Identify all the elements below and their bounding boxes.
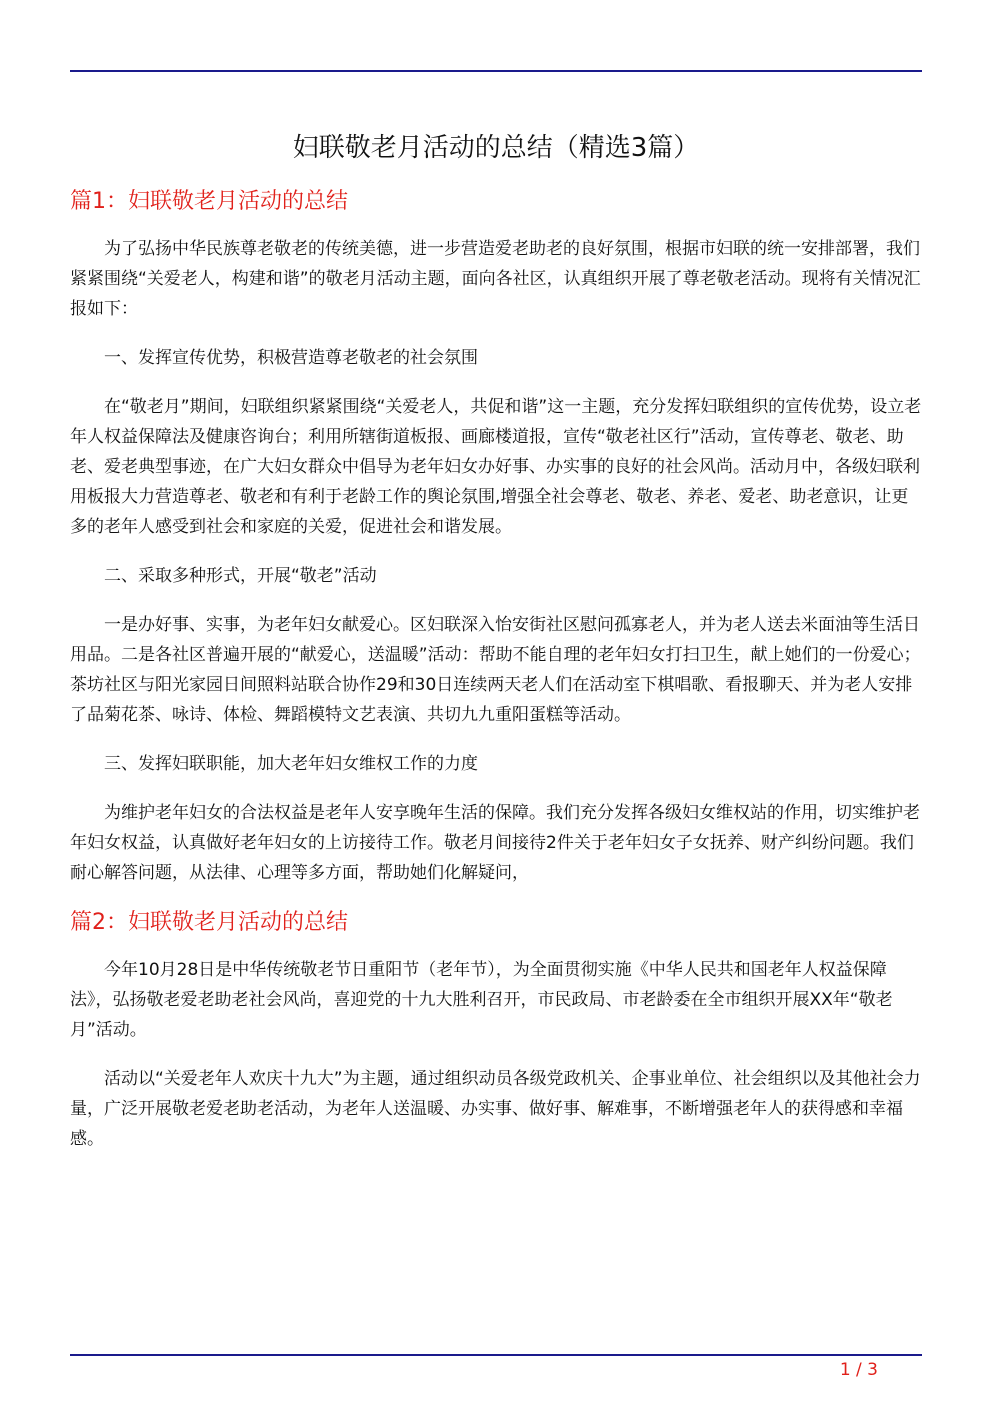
footer-rule bbox=[70, 1354, 922, 1356]
section-2-intro-paragraph: 今年10月28日是中华传统敬老节日重阳节（老年节），为全面贯彻实施《中华人民共和国老年人权益保障法》，弘扬敬老爱老助老社会风尚，喜迎党的十九大胜利召开，市民政局、市老龄委在全市组织开展XX年“敬老月”活动。 bbox=[70, 960, 893, 1040]
section-1-subheading-2: 二、采取多种形式，开展“敬老”活动 bbox=[104, 566, 377, 586]
section-1-heading: 篇1：妇联敬老月活动的总结 bbox=[70, 189, 348, 214]
document-title: 妇联敬老月活动的总结（精选3篇） bbox=[292, 133, 700, 163]
section-1-paragraph-activities: 一是办好事、实事，为老年妇女献爱心。区妇联深入怡安街社区慰问孤寡老人，并为老人送去米面油等生活日用品。二是各社区普遍开展的“献爱心，送温暖”活动：帮助不能自理的老年妇女打扫卫生，献上她们的一份爱心；茶坊社区与阳光家园日间照料站联合协作29和30日连续两天老人们在活动室下棋唱歌、看报聊天、并为老人安排了品菊花茶、咏诗、体检、舞蹈模特文艺表演、共切九九重阳蛋糕等活动。 bbox=[70, 615, 921, 725]
page-number: 1 / 3 bbox=[839, 1360, 878, 1380]
document-body bbox=[70, 128, 922, 1173]
section-1-paragraph-rights: 为维护老年妇女的合法权益是老年人安享晚年生活的保障。我们充分发挥各级妇女维权站的作用，切实维护老年妇女权益，认真做好老年妇女的上访接待工作。敬老月间接待2件关于老年妇女子女抚养、财产纠纷问题。我们耐心解答问题，从法律、心理等多方面，帮助她们化解疑问， bbox=[70, 803, 920, 883]
section-1-paragraph-publicity: 在“敬老月”期间，妇联组织紧紧围绕“关爱老人，共促和谐”这一主题，充分发挥妇联组织的宣传优势，设立老年人权益保障法及健康咨询台；利用所辖街道板报、画廊楼道报，宣传“敬老社区行”活动，宣传尊老、敬老、助老、爱老典型事迹，在广大妇女群众中倡导为老年妇女办好事、办实事的良好的社会风尚。活动月中，各级妇联利用板报大力营造尊老、敬老和有利于老龄工作的舆论氛围,增强全社会尊老、敬老、养老、爱老、助老意识，让更多的老年人感受到社会和家庭的关爱，促进社会和谐发展。 bbox=[70, 397, 922, 537]
section-1-intro-paragraph: 为了弘扬中华民族尊老敬老的传统美德，进一步营造爱老助老的良好氛围，根据市妇联的统一安排部署，我们紧紧围绕“关爱老人，构建和谐”的敬老月活动主题，面向各社区，认真组织开展了尊老敬老活动。现将有关情况汇报如下： bbox=[70, 239, 921, 319]
section-1-subheading-3: 三、发挥妇联职能，加大老年妇女维权工作的力度 bbox=[104, 754, 478, 774]
section-2-theme-paragraph: 活动以“关爱老年人欢庆十九大”为主题，通过组织动员各级党政机关、企事业单位、社会组织以及其他社会力量，广泛开展敬老爱老助老活动，为老年人送温暖、办实事、做好事、解难事，不断增强老年人的获得感和幸福感。 bbox=[70, 1069, 921, 1149]
header-rule bbox=[70, 70, 922, 72]
section-2-heading: 篇2：妇联敬老月活动的总结 bbox=[70, 910, 348, 935]
section-1-subheading-1: 一、发挥宣传优势，积极营造尊老敬老的社会氛围 bbox=[104, 348, 478, 368]
